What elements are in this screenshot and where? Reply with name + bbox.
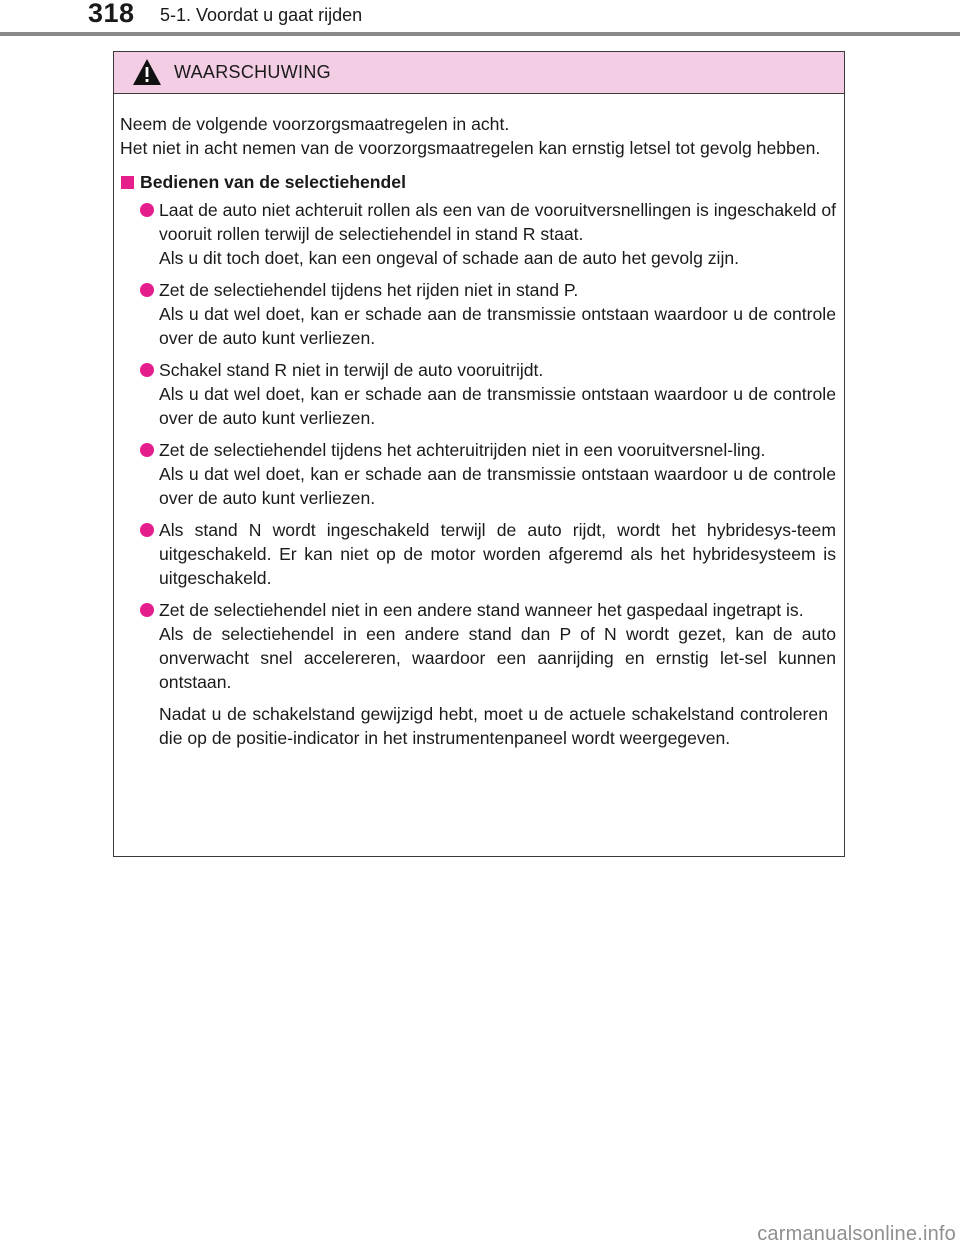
list-item-text: Als de selectiehendel in een andere stand dan P of N wordt gezet, kan de auto onverwacht snel accelereren, waardoor een aanrijding en ernstig let-sel kunnen ontstaan. <box>159 624 836 692</box>
bullet-dot-icon <box>140 603 154 617</box>
watermark-logo[interactable]: carmanualsonline.info <box>757 1223 956 1245</box>
list-item <box>120 518 836 590</box>
bullet-dot-icon <box>140 283 154 297</box>
intro-line: Het niet in acht nemen van de voorzorgsmaatregelen kan ernstig letsel tot gevolg hebben. <box>120 138 821 158</box>
running-header: 5-1. Voordat u gaat rijden <box>160 5 363 25</box>
warning-intro <box>120 112 836 160</box>
bullet-dot-icon <box>140 363 154 377</box>
list-item-text: Schakel stand R niet in terwijl de auto vooruitrijdt. <box>159 360 544 380</box>
list-item-text: Zet de selectiehendel tijdens het rijden niet in stand P. <box>159 280 579 300</box>
warning-header <box>114 52 844 94</box>
list-item <box>120 598 836 694</box>
list-item-text: Als stand N wordt ingeschakeld terwijl de auto rijdt, wordt het hybridesys-teem uitgeschakeld. Er kan niet op de motor worden afgeremd als het hybridesysteem is uitgeschakeld. <box>159 520 836 588</box>
list-item-text: Zet de selectiehendel tijdens het achteruitrijden niet in een vooruitversnel-ling. <box>159 440 766 460</box>
header-rule <box>0 32 960 36</box>
list-item <box>120 358 836 430</box>
intro-line: Neem de volgende voorzorgsmaatregelen in acht. <box>120 114 510 134</box>
square-bullet-icon <box>121 176 134 189</box>
bullet-dot-icon <box>140 523 154 537</box>
section-title: Bedienen van de selectiehendel <box>140 172 406 192</box>
bullet-dot-icon <box>140 443 154 457</box>
list-item-text: Als u dit toch doet, kan een ongeval of schade aan de auto het gevolg zijn. <box>159 248 740 268</box>
warning-triangle-icon <box>132 58 162 86</box>
list-item-text: Als u dat wel doet, kan er schade aan de transmissie ontstaan waardoor u de controle over de auto kunt verliezen. <box>159 384 836 428</box>
bullet-dot-icon <box>140 203 154 217</box>
list-item-text: Laat de auto niet achteruit rollen als een van de vooruitversnellingen is ingeschakeld of vooruit rollen terwijl de selectiehendel in stand R staat. <box>159 200 836 244</box>
list-item-text: Als u dat wel doet, kan er schade aan de transmissie ontstaan waardoor u de controle over de auto kunt verliezen. <box>159 304 836 348</box>
warning-title: WAARSCHUWING <box>174 62 331 82</box>
warning-body <box>114 94 844 750</box>
page-number: 318 <box>88 0 135 28</box>
list-item <box>120 278 836 350</box>
warning-box <box>113 51 845 857</box>
list-item <box>120 438 836 510</box>
bullet-list <box>120 198 836 694</box>
list-item <box>120 198 836 270</box>
closing-note: Nadat u de schakelstand gewijzigd hebt, moet u de actuele schakelstand controleren die op de positie-indicator in het instrumentenpaneel wordt weergegeven. <box>159 704 828 748</box>
section-heading <box>120 170 836 194</box>
list-item-text: Zet de selectiehendel niet in een andere stand wanneer het gaspedaal ingetrapt is. <box>159 600 804 620</box>
list-item-text: Als u dat wel doet, kan er schade aan de transmissie ontstaan waardoor u de controle over de auto kunt verliezen. <box>159 464 836 508</box>
